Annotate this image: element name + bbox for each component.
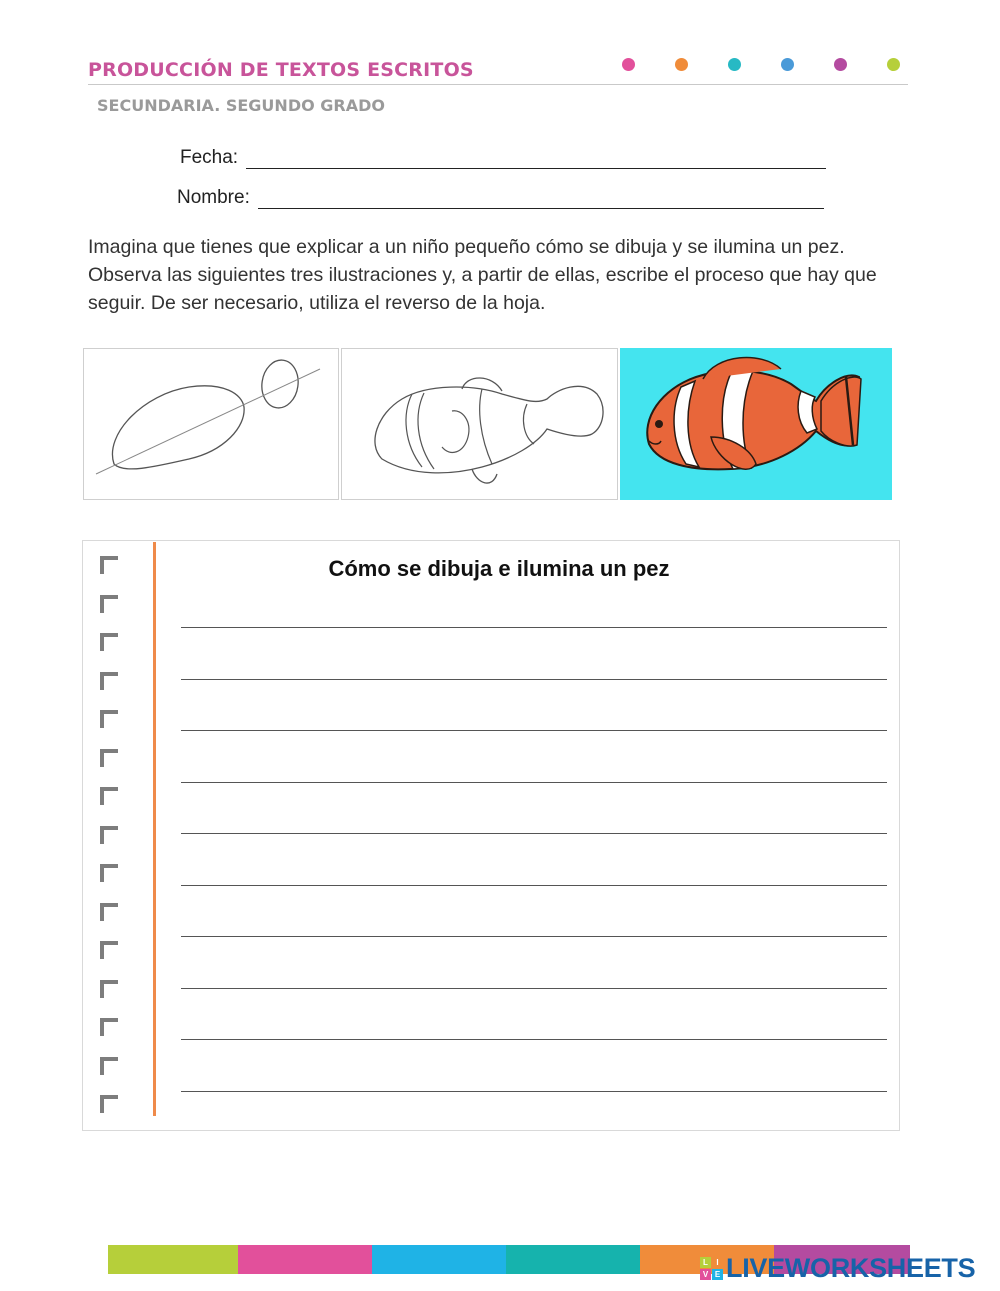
illustration-step-3 <box>620 348 892 500</box>
writing-line[interactable] <box>181 679 887 680</box>
logo-letter: E <box>712 1269 723 1280</box>
decorative-dot <box>675 58 688 71</box>
notebook-margin-line <box>153 542 156 1116</box>
writing-line[interactable] <box>181 627 887 628</box>
writing-line[interactable] <box>181 833 887 834</box>
fish-sketch-shapes-icon <box>84 349 338 499</box>
logo-letter: L <box>700 1257 711 1268</box>
binder-ring-icon <box>100 749 118 767</box>
date-field[interactable] <box>246 148 826 169</box>
binder-ring-icon <box>100 826 118 844</box>
binder-ring-icon <box>100 710 118 728</box>
binder-ring-icon <box>100 903 118 921</box>
footer-stripe-segment <box>108 1245 238 1274</box>
writing-line[interactable] <box>181 988 887 989</box>
binder-ring-icon <box>100 980 118 998</box>
logo-letter: V <box>700 1269 711 1280</box>
header-divider <box>88 84 908 85</box>
decorative-dot <box>728 58 741 71</box>
binder-ring-icon <box>100 633 118 651</box>
writing-line[interactable] <box>181 1039 887 1040</box>
binder-ring-icon <box>100 556 118 574</box>
name-field[interactable] <box>258 188 824 209</box>
binder-ring-icon <box>100 787 118 805</box>
writing-notebook <box>82 540 900 1131</box>
clownfish-colored-icon <box>621 349 891 499</box>
footer-stripe-segment <box>506 1245 640 1274</box>
footer-stripe-segment <box>372 1245 506 1274</box>
binder-ring-icon <box>100 672 118 690</box>
writing-line[interactable] <box>181 730 887 731</box>
illustration-step-2 <box>341 348 618 500</box>
decorative-dot <box>622 58 635 71</box>
footer-stripe-segment <box>238 1245 372 1274</box>
date-label: Fecha: <box>180 147 239 168</box>
document-subtitle: SECUNDARIA. SEGUNDO GRADO <box>97 96 385 115</box>
writing-line[interactable] <box>181 1091 887 1092</box>
decorative-dot <box>781 58 794 71</box>
writing-line[interactable] <box>181 936 887 937</box>
decorative-dot <box>887 58 900 71</box>
binder-ring-icon <box>100 595 118 613</box>
logo-letter: I <box>712 1257 723 1268</box>
notebook-title: Cómo se dibuja e ilumina un pez <box>328 556 670 581</box>
fish-outline-icon <box>342 349 617 499</box>
date-field-row <box>180 147 826 169</box>
brand-name: LIVEWORKSHEETS <box>726 1253 976 1283</box>
writing-line[interactable] <box>181 885 887 886</box>
name-field-row <box>177 187 824 209</box>
instructions-text: Imagina que tienes que explicar a un niño pequeño cómo se dibuja y se ilumina un pez. Observa las siguientes tres ilustraciones y, a partir de ellas, escribe el proceso que hay que seguir. De ser necesario, utiliza el reverso de la hoja. <box>88 236 877 314</box>
name-label: Nombre: <box>177 187 250 208</box>
liveworksheets-logo-icon <box>700 1257 723 1280</box>
decorative-dots <box>622 58 912 72</box>
binder-ring-icon <box>100 864 118 882</box>
document-title: PRODUCCIÓN DE TEXTOS ESCRITOS <box>88 59 474 81</box>
binder-ring-icon <box>100 1018 118 1036</box>
decorative-dot <box>834 58 847 71</box>
illustration-step-1 <box>83 348 339 500</box>
writing-line[interactable] <box>181 782 887 783</box>
binder-ring-icon <box>100 941 118 959</box>
binder-ring-icon <box>100 1095 118 1113</box>
liveworksheets-brand[interactable] <box>700 1253 975 1284</box>
binder-ring-icon <box>100 1057 118 1075</box>
